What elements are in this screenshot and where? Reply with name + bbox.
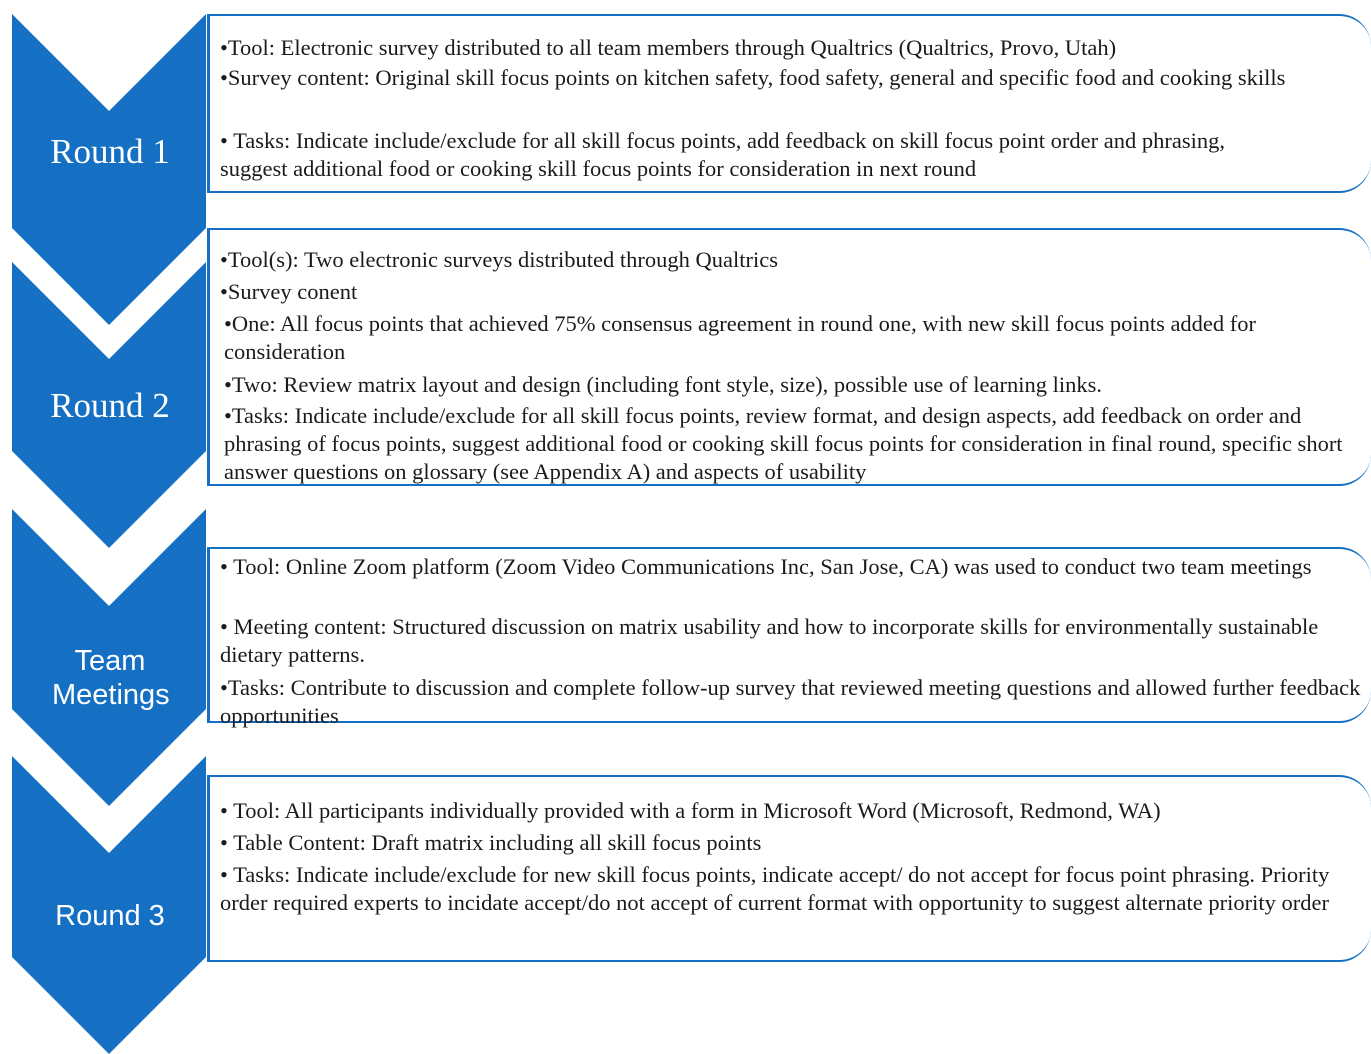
- bullet-table-content: • Table Content: Draft matrix including all skill focus points: [220, 830, 762, 855]
- step-label-team-meetings: Team Meetings: [52, 645, 170, 711]
- bullet-tools: •Tool(s): Two electronic surveys distributed through Qualtrics: [220, 247, 778, 272]
- bullet-tasks: •Tasks: Contribute to discussion and complete follow-up survey that reviewed meeting questions and allowed further feedback opportunities: [220, 675, 1361, 728]
- bullet-survey-one: •One: All focus points that achieved 75% consensus agreement in round one, with new skill focus points added for consideration: [224, 311, 1257, 364]
- step-box-round-1: [207, 14, 1371, 193]
- bullet-tool: •Tool: Electronic survey distributed to all team members through Qualtrics (Qualtrics, Provo, Utah): [220, 35, 1117, 60]
- step-box-team-meetings: [207, 547, 1371, 728]
- bullet-tasks: •Tasks: Indicate include/exclude for all skill focus points, review format, and design aspects, add feedback on order and phrasing of focus points, suggest additional food or cooking skill focus points for consideration in final round, specific short answer questions on glossary (see Appendix A) and aspects of usability: [224, 403, 1343, 484]
- step-label-round-2: Round 2: [50, 386, 170, 425]
- bullet-survey-content: •Survey conent: [220, 279, 358, 304]
- bullet-meeting-content: • Meeting content: Structured discussion on matrix usability and how to incorporate skills for environmentally sustainable dietary patterns.: [220, 614, 1319, 667]
- bullet-tasks: • Tasks: Indicate include/exclude for new skill focus points, indicate accept/ do not accept for focus point phrasing. Priority order required experts to incidate accept/do not accept of current format with opportunity to suggest alternate priority order: [220, 862, 1330, 915]
- step-box-round-3: [207, 775, 1371, 962]
- bullet-tool: • Tool: Online Zoom platform (Zoom Video Communications Inc, San Jose, CA) was used to conduct two team meetings: [220, 554, 1312, 579]
- bullet-tool: • Tool: All participants individually provided with a form in Microsoft Word (Microsoft, Redmond, WA): [220, 798, 1161, 823]
- step-box-round-2: [207, 228, 1371, 486]
- bullet-tasks: • Tasks: Indicate include/exclude for all skill focus points, add feedback on skill focus point order and phrasing, suggest additional food or cooking skill focus points for consideration in next round: [220, 128, 1226, 181]
- step-label-round-1: Round 1: [50, 132, 170, 171]
- step-label-round-3: Round 3: [55, 900, 165, 932]
- bullet-survey-content: •Survey content: Original skill focus points on kitchen safety, food safety, general and specific food and cooking skills: [220, 65, 1286, 90]
- bullet-survey-two: •Two: Review matrix layout and design (including font style, size), possible use of learning links.: [224, 372, 1103, 397]
